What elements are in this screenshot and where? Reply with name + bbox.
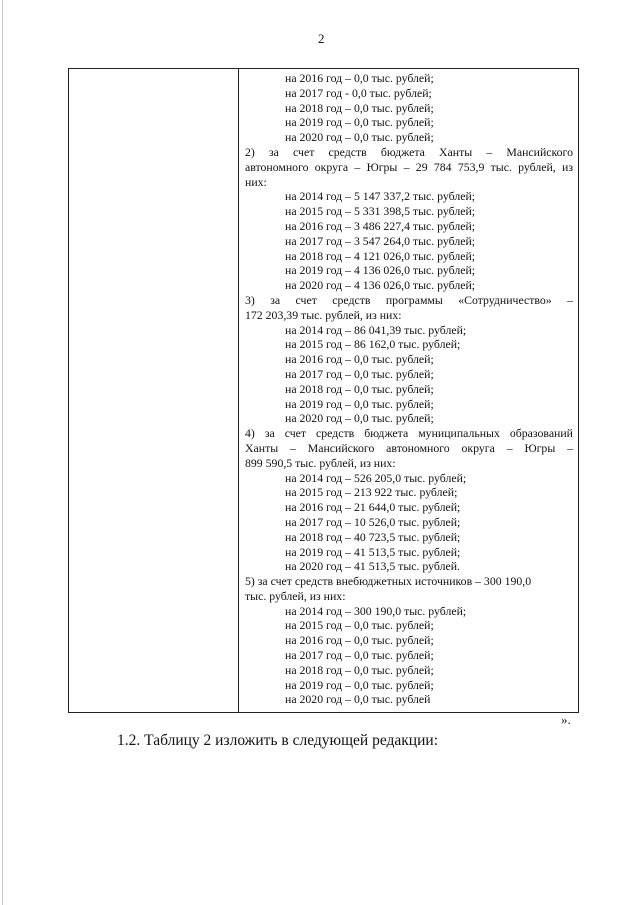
funding-line: на 2018 год – 0,0 тыс. рублей; (285, 662, 434, 677)
funding-line: на 2020 год – 4 136 026,0 тыс. рублей; (285, 278, 476, 293)
funding-line: на 2020 год – 0,0 тыс. рублей (285, 692, 431, 707)
column-divider (238, 69, 239, 712)
funding-line: на 2016 год – 3 486 227,4 тыс. рублей; (285, 218, 476, 233)
funding-line: 5) за счет средств внебюджетных источников – 300 190,0 (245, 574, 532, 589)
funding-line: на 2017 год – 10 526,0 тыс. рублей; (285, 514, 461, 529)
funding-line: на 2017 год – 0,0 тыс. рублей; (285, 366, 434, 381)
funding-line: них: (245, 174, 267, 189)
funding-line: 2) за счет средств бюджета Ханты – Мансийского (245, 144, 573, 159)
funding-line: автономного округа – Югры – 29 784 753,9 тыс. рублей, из (245, 159, 573, 174)
funding-line: на 2019 год – 0,0 тыс. рублей; (285, 115, 434, 130)
funding-line: на 2014 год – 526 205,0 тыс. рублей; (285, 470, 467, 485)
funding-line: на 2015 год – 213 922 тыс. рублей; (285, 485, 458, 500)
funding-table (68, 68, 579, 713)
funding-line: на 2014 год – 86 041,39 тыс. рублей; (285, 322, 467, 337)
funding-line: на 2017 год – 0,0 тыс. рублей; (285, 648, 434, 663)
funding-line: тыс. рублей, из них: (245, 588, 346, 603)
funding-line: на 2016 год – 21 644,0 тыс. рублей; (285, 500, 461, 515)
page-number: 2 (318, 31, 325, 46)
funding-line: на 2018 год – 4 121 026,0 тыс. рублей; (285, 248, 476, 263)
funding-line: 3) за счет средств программы «Сотрудничество» – (245, 292, 573, 307)
section-heading: 1.2. Таблицу 2 изложить в следующей редакции: (117, 732, 438, 749)
funding-line: на 2017 год - 0,0 тыс. рублей; (285, 85, 432, 100)
funding-line: Ханты – Мансийского автономного округа – Югры – (245, 440, 573, 455)
funding-line: на 2019 год – 4 136 026,0 тыс. рублей; (285, 263, 476, 278)
funding-line: на 2014 год – 300 190,0 тыс. рублей; (285, 603, 467, 618)
funding-line: 4) за счет средств бюджета муниципальных образований (245, 426, 573, 441)
funding-line: на 2020 год – 41 513,5 тыс. рублей. (285, 559, 460, 574)
funding-description-cell (245, 71, 573, 707)
funding-line: на 2015 год – 86 162,0 тыс. рублей; (285, 337, 461, 352)
funding-line: на 2020 год – 0,0 тыс. рублей; (285, 411, 434, 426)
funding-line: на 2015 год – 5 331 398,5 тыс. рублей; (285, 204, 476, 219)
funding-line: на 2018 год – 40 723,5 тыс. рублей; (285, 529, 461, 544)
funding-line: на 2014 год – 5 147 337,2 тыс. рублей; (285, 189, 476, 204)
closing-quote: ». (561, 712, 571, 727)
page-edge (2, 0, 3, 905)
funding-line: на 2019 год – 0,0 тыс. рублей; (285, 677, 434, 692)
funding-line: на 2016 год – 0,0 тыс. рублей; (285, 633, 434, 648)
funding-line: на 2018 год – 0,0 тыс. рублей; (285, 100, 434, 115)
funding-line: на 2016 год – 0,0 тыс. рублей; (285, 352, 434, 367)
funding-line: на 2019 год – 0,0 тыс. рублей; (285, 396, 434, 411)
funding-line: 899 590,5 тыс. рублей, из них: (245, 455, 396, 470)
funding-line: на 2020 год – 0,0 тыс. рублей; (285, 130, 434, 145)
funding-line: на 2015 год – 0,0 тыс. рублей; (285, 618, 434, 633)
funding-line: на 2017 год – 3 547 264,0 тыс. рублей; (285, 233, 476, 248)
funding-line: 172 203,39 тыс. рублей, из них: (245, 307, 402, 322)
funding-line: на 2016 год – 0,0 тыс. рублей; (285, 71, 434, 85)
funding-line: на 2019 год – 41 513,5 тыс. рублей; (285, 544, 461, 559)
funding-line: на 2018 год – 0,0 тыс. рублей; (285, 381, 434, 396)
